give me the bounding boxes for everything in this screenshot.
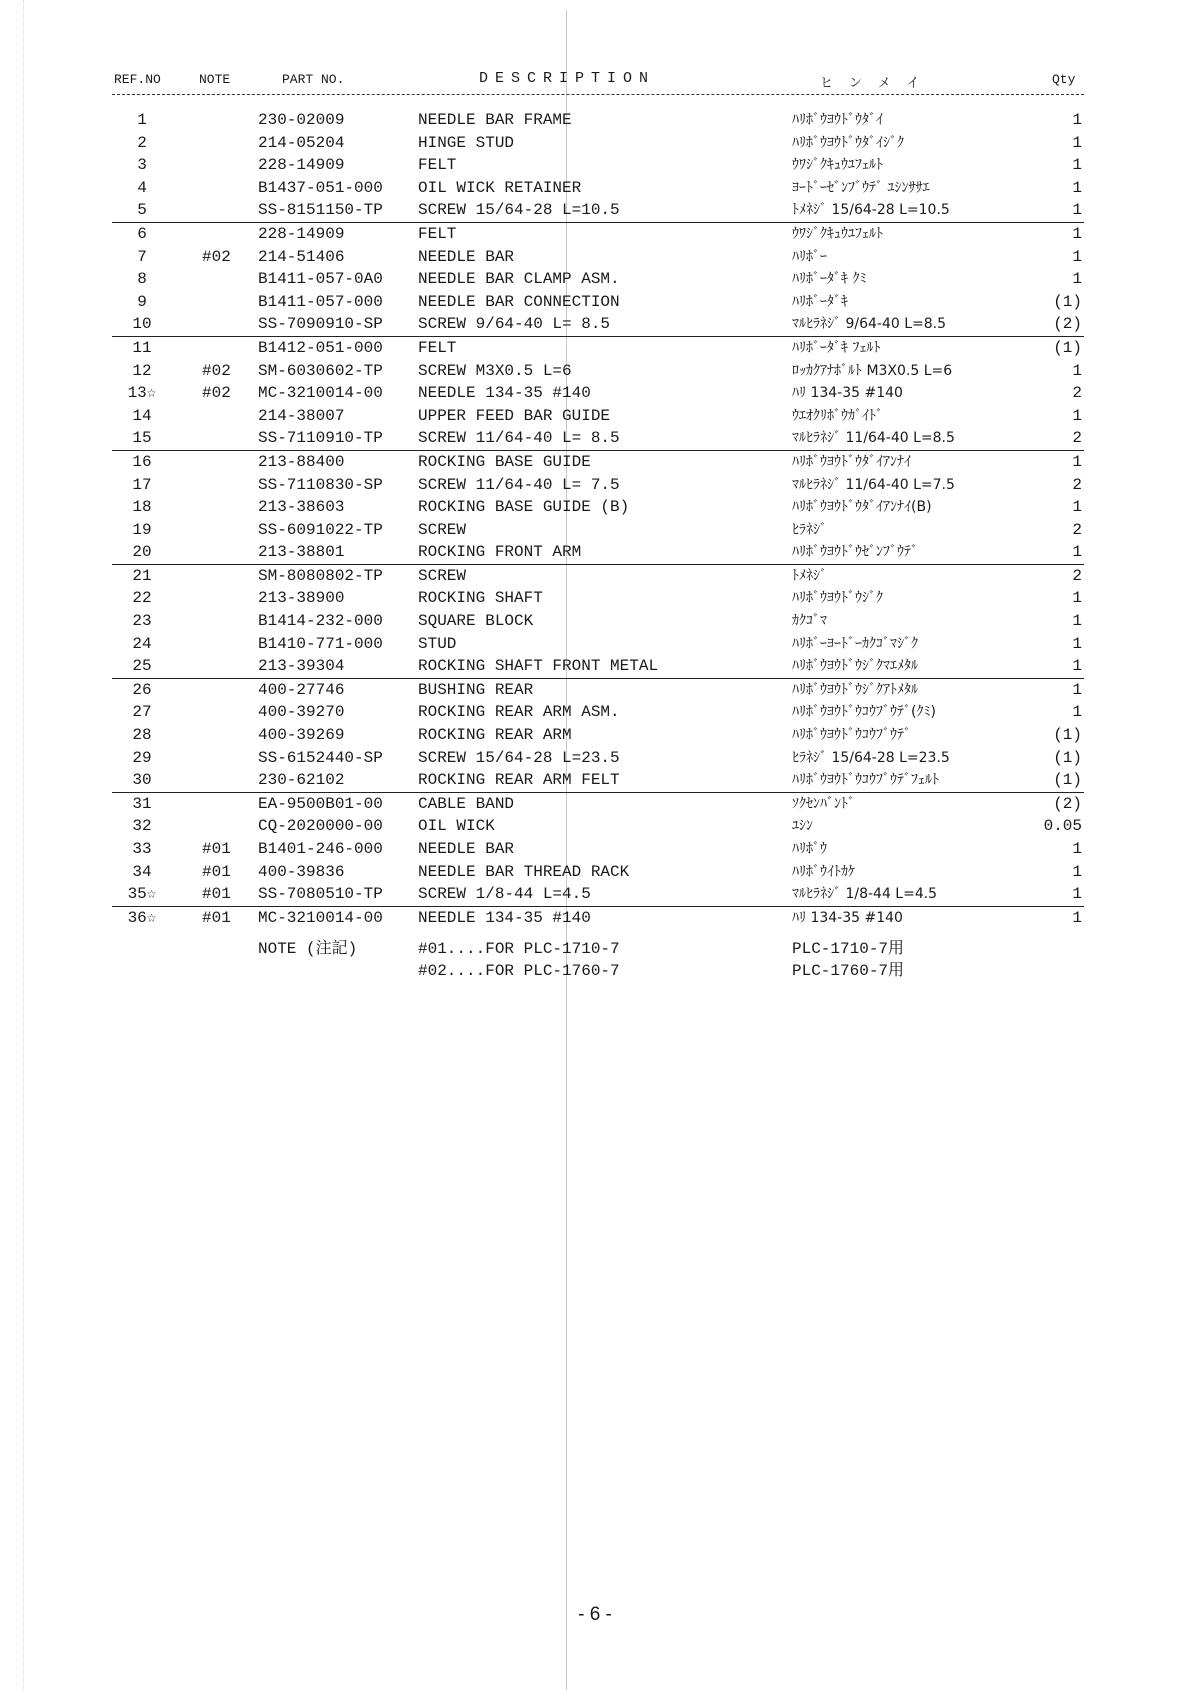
description-cell: SCREW M3X0.5 L=6 [418, 361, 572, 380]
ref-no-cell: 11 [132, 338, 152, 357]
kana-name-cell: ﾊﾘ 134-35 #140 [792, 909, 903, 926]
qty-cell: 1 [1072, 133, 1082, 152]
part-no-cell: SS-7090910-SP [258, 315, 383, 334]
description-cell: NEEDLE BAR [418, 247, 515, 266]
ref-no-cell: 12 [132, 361, 152, 380]
qty-cell: (1) [1053, 338, 1082, 357]
part-no-cell: B1401-246-000 [258, 840, 383, 858]
table-row [112, 109, 1084, 132]
part-no-cell: 400-39836 [258, 862, 345, 881]
qty-cell: 1 [1072, 885, 1082, 904]
qty-cell: 1 [1072, 452, 1082, 471]
ref-no-cell: 15 [132, 429, 152, 448]
kana-name-cell: ﾊﾘﾎﾞｰﾀﾞｷ [792, 293, 848, 310]
table-row [112, 815, 1084, 838]
description-cell: NEEDLE BAR [418, 840, 515, 858]
description-cell: NEEDLE BAR CONNECTION [418, 292, 620, 311]
table-row [112, 747, 1084, 770]
qty-cell: 1 [1072, 201, 1082, 220]
ref-no-cell: 17 [132, 475, 152, 494]
kana-name-cell: ﾊﾘﾎﾞｳﾖｳﾄﾞｳｼﾞｸﾏｴﾒﾀﾙ [792, 658, 918, 675]
part-no-cell: SS-7110830-SP [258, 475, 383, 494]
note-cell: #02 [202, 384, 231, 403]
kana-name-cell: ﾊﾘﾎﾞｰﾀﾞｷ ﾌｪﾙﾄ [792, 339, 881, 356]
header-description: DESCRIPTION [479, 70, 656, 87]
note-cell: #01 [202, 840, 231, 858]
description-cell: ROCKING SHAFT [418, 589, 543, 608]
kana-name-cell: ﾊﾘﾎﾞｳﾖｳﾄﾞｳｺｳﾌﾞｳﾃﾞ(ｸﾐ) [792, 704, 936, 721]
table-row [112, 427, 1084, 451]
part-no-cell: SM-8080802-TP [258, 566, 383, 585]
qty-cell: 2 [1072, 520, 1082, 539]
qty-cell: 1 [1072, 270, 1082, 289]
kana-name-cell: ﾏﾙﾋﾗﾈｼﾞ 11/64-40 L=7.5 [792, 476, 955, 493]
qty-cell: 1 [1072, 406, 1082, 425]
ref-no-cell: 7 [137, 247, 147, 266]
part-no-cell: SS-8151150-TP [258, 201, 383, 220]
kana-name-cell: ﾊﾘﾎﾞｳｲﾄｶｹ [792, 863, 855, 880]
description-cell: OIL WICK [418, 817, 495, 836]
description-cell: HINGE STUD [418, 133, 515, 152]
table-row [112, 496, 1084, 519]
part-no-cell: CQ-2020000-00 [258, 817, 383, 836]
part-no-cell: 214-51406 [258, 247, 345, 266]
description-cell: SQUARE BLOCK [418, 612, 534, 631]
part-no-cell: B1411-057-000 [258, 292, 383, 311]
description-cell: FELT [418, 224, 457, 243]
table-row [112, 223, 1084, 246]
header-kana: ヒンメイ [820, 76, 936, 91]
description-cell: SCREW 9/64-40 L= 8.5 [418, 315, 611, 334]
part-no-cell: SS-7110910-TP [258, 429, 383, 448]
ref-no-cell: 26 [132, 680, 152, 699]
qty-cell: (2) [1053, 315, 1082, 334]
qty-cell: 1 [1072, 224, 1082, 243]
kana-name-cell: ﾖｰﾄﾞｰｾﾞﾝﾌﾞｳﾃﾞ ﾕｼﾝｻｻｴ [792, 179, 930, 196]
kana-name-cell: ﾊﾘﾎﾞｳﾖｳﾄﾞｳｾﾞﾝﾌﾞｳﾃﾞ [792, 544, 918, 561]
kana-name-cell: ﾊﾘﾎﾞｳﾖｳﾄﾞｳｼﾞｸｱﾄﾒﾀﾙ [792, 681, 918, 698]
table-row [112, 337, 1084, 360]
table-row [112, 793, 1084, 816]
qty-cell: 1 [1072, 543, 1082, 562]
table-row [112, 838, 1084, 861]
description-cell: ROCKING FRONT ARM [418, 543, 582, 562]
ref-no-cell: 6 [137, 224, 147, 243]
kana-name-cell: ｳｴｵｸﾘﾎﾞｳｶﾞｲﾄﾞ [792, 407, 883, 424]
table-row [112, 154, 1084, 177]
ref-no-cell: 10 [132, 315, 152, 334]
qty-cell: 1 [1072, 111, 1082, 129]
kana-name-cell: ﾏﾙﾋﾗﾈｼﾞ 9/64-40 L=8.5 [792, 316, 946, 333]
table-row [112, 655, 1084, 679]
kana-name-cell: ﾊﾘﾎﾞｳﾖｳﾄﾞｳｺｳﾌﾞｳﾃﾞﾌｪﾙﾄ [792, 772, 939, 789]
description-cell: CABLE BAND [418, 794, 515, 813]
part-no-cell: MC-3210014-00 [258, 908, 383, 927]
qty-cell: (2) [1053, 794, 1082, 813]
description-cell: ROCKING REAR ARM ASM. [418, 703, 620, 722]
table-row [112, 246, 1084, 269]
part-no-cell: 228-14909 [258, 224, 345, 243]
table-row [112, 883, 1084, 907]
qty-cell: 1 [1072, 703, 1082, 722]
qty-cell: 1 [1072, 247, 1082, 266]
description-cell: SCREW 1/8-44 L=4.5 [418, 885, 591, 904]
table-row [112, 382, 1084, 405]
qty-cell: 2 [1072, 384, 1082, 403]
ref-no-cell: 2 [137, 133, 147, 152]
table-header [112, 68, 1084, 95]
qty-cell: 1 [1072, 908, 1082, 927]
table-row [112, 701, 1084, 724]
notes-japanese [792, 938, 904, 982]
page-number: - 6 - [578, 1604, 612, 1625]
table-row [112, 633, 1084, 656]
qty-cell: 1 [1072, 862, 1082, 881]
ref-no-cell: 34 [132, 862, 152, 881]
description-cell: NEEDLE 134-35 #140 [418, 908, 591, 927]
qty-cell: 1 [1072, 612, 1082, 631]
ref-no-cell: 13☆ [127, 384, 157, 403]
kana-name-cell: ﾊﾘﾎﾞｳﾖｳﾄﾞｳｺｳﾌﾞｳﾃﾞ [792, 727, 911, 744]
part-no-cell: MC-3210014-00 [258, 384, 383, 403]
kana-name-cell: ﾏﾙﾋﾗﾈｼﾞ 1/8-44 L=4.5 [792, 886, 938, 903]
header-qty: Qty [1052, 72, 1076, 87]
description-cell: STUD [418, 634, 457, 653]
description-cell: SCREW 11/64-40 L= 8.5 [418, 429, 620, 448]
ref-no-cell: 31 [132, 794, 152, 813]
ref-no-cell: 29 [132, 748, 152, 767]
part-no-cell: SS-6152440-SP [258, 748, 383, 767]
description-cell: UPPER FEED BAR GUIDE [418, 406, 611, 425]
header-note: NOTE [199, 72, 231, 87]
part-no-cell: 228-14909 [258, 156, 345, 175]
ref-no-cell: 1 [137, 111, 147, 129]
ref-no-cell: 19 [132, 520, 152, 539]
kana-name-cell: ﾊﾘﾎﾞｳﾖｳﾄﾞｳﾀﾞｲｱﾝﾅｲ(B) [792, 499, 932, 516]
table-row [112, 610, 1084, 633]
description-cell: SCREW [418, 566, 467, 585]
qty-cell: 2 [1072, 566, 1082, 585]
notes-label: NOTE (注記) [258, 940, 358, 958]
kana-name-cell: ﾊﾘﾎﾞｳﾖｳﾄﾞｳﾀﾞｲｼﾞｸ [792, 134, 904, 151]
description-cell: SCREW [418, 520, 467, 539]
part-no-cell: 213-38603 [258, 498, 345, 517]
kana-name-cell: ﾋﾗﾈｼﾞ [792, 521, 827, 538]
table-row [112, 541, 1084, 565]
ref-no-cell: 30 [132, 771, 152, 790]
qty-cell: 1 [1072, 634, 1082, 653]
ref-no-cell: 16 [132, 452, 152, 471]
qty-cell: 1 [1072, 657, 1082, 676]
description-cell: SCREW 11/64-40 L= 7.5 [418, 475, 620, 494]
qty-cell: 0.05 [1043, 817, 1082, 836]
table-row [112, 519, 1084, 542]
ref-no-cell: 3 [137, 156, 147, 175]
part-no-cell: 213-38900 [258, 589, 345, 608]
qty-cell: 2 [1072, 429, 1082, 448]
parts-table [112, 109, 1084, 929]
qty-cell: 1 [1072, 156, 1082, 175]
header-ref-no: REF.NO [114, 72, 161, 87]
qty-cell: 1 [1072, 178, 1082, 197]
part-no-cell: SM-6030602-TP [258, 361, 383, 380]
kana-name-cell: ﾊﾘ 134-35 #140 [792, 385, 903, 402]
ref-no-cell: 35☆ [127, 885, 157, 904]
ref-no-cell: 9 [137, 292, 147, 311]
table-row [112, 474, 1084, 497]
part-no-cell: EA-9500B01-00 [258, 794, 383, 813]
part-no-cell: 400-27746 [258, 680, 345, 699]
ref-no-cell: 23 [132, 612, 152, 631]
ref-no-cell: 24 [132, 634, 152, 653]
table-row [112, 360, 1084, 383]
ref-no-cell: 21 [132, 566, 152, 585]
description-cell: NEEDLE BAR THREAD RACK [418, 862, 630, 881]
ref-no-cell: 27 [132, 703, 152, 722]
description-cell: SCREW 15/64-28 L=23.5 [418, 748, 620, 767]
table-row [112, 724, 1084, 747]
part-no-cell: SS-7080510-TP [258, 885, 383, 904]
part-no-cell: B1437-051-000 [258, 178, 383, 197]
table-row [112, 268, 1084, 291]
ref-no-cell: 25 [132, 657, 152, 676]
kana-name-cell: ﾕｼﾝ [792, 818, 813, 835]
description-cell: FELT [418, 156, 457, 175]
ref-no-cell: 4 [137, 178, 147, 197]
note-cell: #02 [202, 247, 231, 266]
table-row [112, 177, 1084, 200]
note-line-jp: PLC-1710-7用 [792, 940, 905, 958]
ref-no-cell: 20 [132, 543, 152, 562]
part-no-cell: SS-6091022-TP [258, 520, 383, 539]
kana-name-cell: ﾊﾘﾎﾞｳ [792, 841, 827, 857]
part-no-cell: 213-88400 [258, 452, 345, 471]
ref-no-cell: 33 [132, 840, 152, 858]
description-cell: ROCKING BASE GUIDE (B) [418, 498, 630, 517]
qty-cell: 1 [1072, 680, 1082, 699]
part-no-cell: B1410-771-000 [258, 634, 383, 653]
table-row [112, 451, 1084, 474]
note-line-en: #02....FOR PLC-1760-7 [418, 962, 620, 980]
kana-name-cell: ｳﾜｼﾞｸｷｭｳﾕﾌｪﾙﾄ [792, 157, 883, 174]
note-line-en: #01....FOR PLC-1710-7 [418, 940, 620, 958]
description-cell: NEEDLE 134-35 #140 [418, 384, 591, 403]
part-no-cell: 230-62102 [258, 771, 345, 790]
description-cell: SCREW 15/64-28 L=10.5 [418, 201, 620, 220]
description-cell: BUSHING REAR [418, 680, 534, 699]
table-row [112, 769, 1084, 793]
ref-no-cell: 18 [132, 498, 152, 517]
description-cell: FELT [418, 338, 457, 357]
part-no-cell: B1412-051-000 [258, 338, 383, 357]
note-cell: #01 [202, 908, 231, 927]
part-no-cell: 214-38007 [258, 406, 345, 425]
table-row [112, 132, 1084, 155]
binding-margin-line [23, 0, 24, 1690]
kana-name-cell: ﾊﾘﾎﾞｳﾖｳﾄﾞｳｼﾞｸ [792, 590, 883, 607]
kana-name-cell: ﾄﾒﾈｼﾞ 15/64-28 L=10.5 [792, 202, 950, 219]
table-row [112, 679, 1084, 702]
part-no-cell: 213-38801 [258, 543, 345, 562]
notes-english [418, 938, 620, 982]
header-part-no: PART NO. [282, 72, 345, 87]
kana-name-cell: ｶｸｺﾞﾏ [792, 613, 827, 630]
ref-no-cell: 14 [132, 406, 152, 425]
kana-name-cell: ﾊﾘﾎﾞｰﾖｰﾄﾞｰｶｸｺﾞﾏｼﾞｸ [792, 635, 918, 652]
description-cell: ROCKING BASE GUIDE [418, 452, 591, 471]
table-row [112, 565, 1084, 588]
description-cell: ROCKING SHAFT FRONT METAL [418, 657, 659, 676]
kana-name-cell: ｿｸｾﾝﾊﾞﾝﾄﾞ [792, 795, 855, 812]
note-cell: #01 [202, 862, 231, 881]
kana-name-cell: ﾊﾘﾎﾞｳﾖｳﾄﾞｳﾀﾞｲｱﾝﾅｲ [792, 453, 911, 470]
qty-cell: (1) [1053, 726, 1082, 745]
qty-cell: 1 [1072, 498, 1082, 517]
ref-no-cell: 8 [137, 270, 147, 289]
kana-name-cell: ﾊﾘﾎﾞｰﾀﾞｷ ｸﾐ [792, 271, 867, 288]
qty-cell: 2 [1072, 475, 1082, 494]
part-no-cell: 400-39270 [258, 703, 345, 722]
note-cell: #01 [202, 885, 231, 904]
qty-cell: (1) [1053, 748, 1082, 767]
table-row [112, 587, 1084, 610]
ref-no-cell: 5 [137, 201, 147, 220]
description-cell: ROCKING REAR ARM FELT [418, 771, 620, 790]
kana-name-cell: ﾄﾒﾈｼﾞ [792, 567, 827, 584]
part-no-cell: 230-02009 [258, 111, 345, 129]
kana-name-cell: ﾊﾘﾎﾞｳﾖｳﾄﾞｳﾀﾞｲ [792, 112, 883, 128]
table-row [112, 291, 1084, 314]
part-no-cell: 400-39269 [258, 726, 345, 745]
part-no-cell: 213-39304 [258, 657, 345, 676]
table-row [112, 199, 1084, 223]
kana-name-cell: ﾏﾙﾋﾗﾈｼﾞ 11/64-40 L=8.5 [792, 430, 955, 447]
part-no-cell: B1411-057-0A0 [258, 270, 383, 289]
table-row [112, 907, 1084, 930]
note-line-jp: PLC-1760-7用 [792, 962, 905, 980]
kana-name-cell: ﾋﾗﾈｼﾞ 15/64-28 L=23.5 [792, 749, 950, 766]
description-cell: NEEDLE BAR CLAMP ASM. [418, 270, 620, 289]
qty-cell: (1) [1053, 292, 1082, 311]
ref-no-cell: 32 [132, 817, 152, 836]
part-no-cell: B1414-232-000 [258, 612, 383, 631]
description-cell: ROCKING REAR ARM [418, 726, 572, 745]
part-no-cell: 214-05204 [258, 133, 345, 152]
kana-name-cell: ﾊﾘﾎﾞｰ [792, 248, 827, 265]
ref-no-cell: 22 [132, 589, 152, 608]
table-row [112, 861, 1084, 884]
description-cell: NEEDLE BAR FRAME [418, 111, 572, 129]
note-cell: #02 [202, 361, 231, 380]
ref-no-cell: 36☆ [127, 908, 157, 927]
table-row [112, 313, 1084, 337]
ref-no-cell: 28 [132, 726, 152, 745]
qty-cell: 1 [1072, 840, 1082, 858]
qty-cell: 1 [1072, 361, 1082, 380]
table-row [112, 405, 1084, 428]
description-cell: OIL WICK RETAINER [418, 178, 582, 197]
kana-name-cell: ﾛｯｶｸｱﾅﾎﾞﾙﾄ M3X0.5 L=6 [792, 362, 953, 379]
qty-cell: 1 [1072, 589, 1082, 608]
qty-cell: (1) [1053, 771, 1082, 790]
kana-name-cell: ｳﾜｼﾞｸｷｭｳﾕﾌｪﾙﾄ [792, 225, 883, 242]
